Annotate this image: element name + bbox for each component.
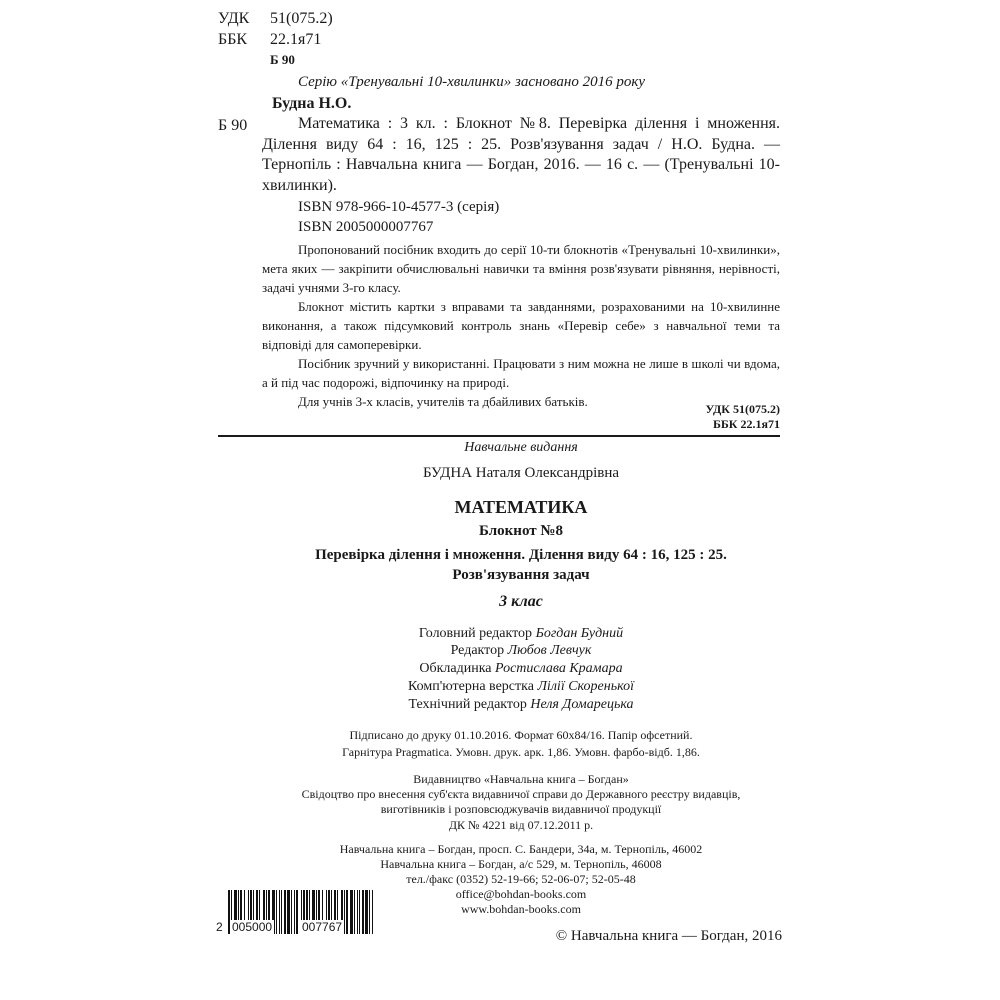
index-bbk: ББК 22.1я71 bbox=[712, 417, 780, 431]
publisher-line-2: Свідоцтво про внесення суб'єкта видавничої справи до Державного реєстру видавців, bbox=[301, 787, 741, 801]
contacts-email: office@bohdan-books.com bbox=[455, 887, 587, 901]
udk-value: 51(075.2) bbox=[270, 10, 333, 27]
print-info-line-2: Гарнітура Pragmatica. Умовн. друк. арк. 1,86. Умовн. фарбо-відб. 1,86. bbox=[342, 745, 700, 759]
barcode-bar bbox=[369, 890, 370, 934]
isbn-book: ISBN 2005000007767 bbox=[298, 219, 434, 235]
credit-layout bbox=[262, 679, 780, 695]
topic-line-2: Розв'язування задач bbox=[452, 567, 590, 583]
credit-cover bbox=[262, 661, 780, 677]
credit-person: Лілії Скоренької bbox=[537, 679, 634, 694]
credit-editor bbox=[262, 643, 780, 659]
annotation-para-3: Посібник зручний у використанні. Працювати з ним можна не лише в школі чи вдома, а й під час подорожі, відпочинку на природі. bbox=[262, 356, 780, 390]
edition-type: Навчальне видання bbox=[464, 440, 578, 455]
barcode-bar bbox=[344, 890, 345, 934]
barcode-digits-left: 005000 bbox=[232, 920, 273, 934]
contacts-line-2: Навчальна книга – Богдан, а/с 529, м. Тернопіль, 46008 bbox=[380, 857, 662, 871]
credit-person: Неля Домарецька bbox=[530, 697, 634, 712]
contacts-line-3: тел./факс (0352) 52-19-66; 52-06-07; 52-05-48 bbox=[406, 872, 636, 886]
credit-role: Технічний редактор bbox=[408, 697, 527, 712]
barcode-bar bbox=[279, 890, 280, 934]
credit-role: Обкладинка bbox=[419, 661, 492, 676]
bbk-label: ББК bbox=[218, 31, 248, 48]
bbk-value: 22.1я71 bbox=[270, 31, 322, 48]
book-subtitle: Блокнот №8 bbox=[479, 523, 563, 539]
publisher-line-1: Видавництво «Навчальна книга – Богдан» bbox=[413, 772, 629, 786]
credit-role: Головний редактор bbox=[418, 626, 533, 641]
index-udk: УДК 51(075.2) bbox=[705, 402, 780, 416]
udk-label: УДК bbox=[218, 10, 250, 27]
barcode-bar bbox=[359, 890, 360, 934]
barcode bbox=[216, 890, 376, 938]
barcode-bar bbox=[294, 890, 295, 934]
credit-tech-editor bbox=[262, 697, 780, 713]
catalog-mark: Б 90 bbox=[218, 117, 248, 134]
divider-rule bbox=[218, 435, 780, 437]
author-mark: Б 90 bbox=[270, 52, 295, 67]
barcode-bar bbox=[296, 890, 298, 934]
barcode-bar bbox=[350, 890, 353, 934]
barcode-bar bbox=[291, 890, 292, 934]
topic-line-1: Перевірка ділення і множення. Ділення виду 64 : 16, 125 : 25. bbox=[315, 547, 727, 563]
publisher-line-4: ДК № 4221 від 07.12.2011 р. bbox=[448, 818, 594, 832]
credit-person: Богдан Будний bbox=[535, 626, 624, 641]
barcode-bar bbox=[357, 890, 358, 934]
grade: 3 клас bbox=[499, 593, 543, 610]
barcode-bar bbox=[362, 890, 364, 934]
annotation-para-2: Блокнот містить картки з вправами та завданнями, розрахованими на 10-хвилинне виконання, а також підсумковий контроль знань «Перевір себе» з навчальної теми та відповіді для самоперевірки. bbox=[262, 299, 780, 352]
book-title: МАТЕМАТИКА bbox=[454, 497, 588, 517]
barcode-digit-first: 2 bbox=[216, 920, 223, 934]
credit-role: Редактор bbox=[450, 643, 505, 658]
annotation-para-1: Пропонований посібник входить до серії 10-ти блокнотів «Тренувальні 10-хвилинки», мета яких — закріпити обчислювальні навички та вміння розв'язувати рівняння, нерівності, задачі учнями 3-го класу. bbox=[262, 242, 780, 295]
publisher-line-3: виготівників і розповсюджувачів видавничої продукції bbox=[380, 802, 662, 816]
credit-role: Комп'ютерна верстка bbox=[408, 679, 534, 694]
series-note: Серію «Тренувальні 10-хвилинки» засновано 2016 року bbox=[298, 74, 646, 90]
barcode-bar bbox=[281, 890, 282, 934]
catalog-description: Математика : 3 кл. : Блокнот №8. Перевірка ділення і множення. Ділення виду 64 : 16, 125 : 25. Розв'язування задач / Н.О. Будна. — Тернопіль : Навчальна книга — Богдан, 2016. — 16 с. — (Тренувальні 10-хвилинки). bbox=[262, 115, 780, 194]
barcode-bar bbox=[284, 890, 286, 934]
barcode-bar bbox=[346, 890, 348, 934]
annotation-para-4: Для учнів 3-х класів, учителів та дбайливих батьків. bbox=[298, 394, 588, 409]
contacts-line-1: Навчальна книга – Богдан, просп. С. Бандери, 34а, м. Тернопіль, 46002 bbox=[339, 842, 703, 856]
print-info-line-1: Підписано до друку 01.10.2016. Формат 60х84/16. Папір офсетний. bbox=[349, 728, 693, 742]
catalog-author: Будна Н.О. bbox=[272, 95, 352, 112]
credit-chief-editor bbox=[262, 626, 780, 642]
copyright: © Навчальна книга — Богдан, 2016 bbox=[555, 928, 782, 944]
barcode-bar bbox=[287, 890, 290, 934]
contacts-website: www.bohdan-books.com bbox=[461, 902, 581, 916]
author-full-name: БУДНА Наталя Олександрівна bbox=[422, 465, 620, 481]
barcode-bar bbox=[276, 890, 277, 934]
isbn-series: ISBN 978-966-10-4577-3 (серія) bbox=[298, 199, 500, 215]
credit-person: Любов Левчук bbox=[507, 643, 592, 658]
barcode-digits-right: 007767 bbox=[302, 920, 343, 934]
barcode-bar bbox=[372, 890, 373, 934]
barcode-bar bbox=[365, 890, 368, 934]
barcode-bar bbox=[354, 890, 355, 934]
credit-person: Ростислава Крамара bbox=[495, 661, 623, 676]
